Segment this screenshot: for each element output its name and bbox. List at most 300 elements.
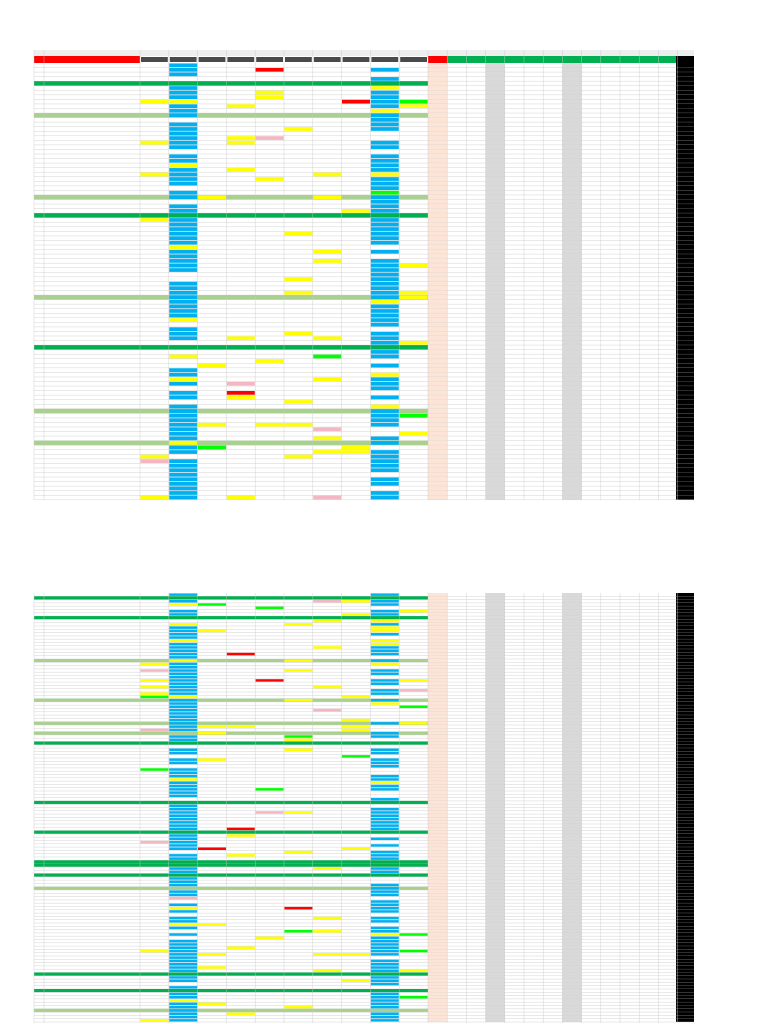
top-row-38-summary-gray-b (562, 236, 581, 241)
top-row-19-summary-gray-a (486, 149, 505, 154)
top-row-50-session-9 (400, 291, 428, 295)
bottom-row-91-total-cell (676, 893, 694, 896)
bottom-row-79-session-3 (227, 854, 255, 857)
top-row-51-session-8 (371, 295, 399, 299)
bottom-row-9-session-8 (371, 623, 399, 626)
bottom-row-23-session-0 (140, 669, 168, 672)
top-row-43-absence-cell (428, 259, 447, 264)
top-row-53-absence-cell (428, 304, 447, 309)
top-row-53-total-cell (676, 304, 694, 309)
summary-header-5 (524, 56, 543, 63)
bottom-row-70-summary-gray-b (562, 824, 581, 827)
top-row-70-session-3 (227, 382, 255, 386)
bottom-row-49-summary-gray-a (486, 755, 505, 758)
bottom-row-67-total-cell (676, 814, 694, 817)
bottom-row-55-summary-gray-a (486, 775, 505, 778)
bottom-row-0-summary-gray-b (562, 593, 581, 596)
top-row-78-summary-gray-b (562, 418, 581, 423)
top-row-95-summary-gray-a (486, 495, 505, 500)
top-row-6-total-cell (676, 90, 694, 95)
bottom-row-46-summary-gray-b (562, 745, 581, 748)
top-row-34-session-1 (169, 218, 197, 222)
top-row-95-session-1 (169, 496, 197, 500)
bottom-row-110-summary-gray-b (562, 956, 581, 959)
bottom-row-117-session-1 (169, 980, 197, 983)
top-row-19-summary-gray-b (562, 149, 581, 154)
top-row-70-summary-gray-b (562, 382, 581, 387)
bottom-row-95-summary-gray-a (486, 907, 505, 910)
top-row-71-summary-gray-b (562, 386, 581, 391)
bottom-row-65-session-8 (371, 808, 399, 811)
top-row-56-session-1 (169, 318, 197, 322)
top-row-51-absence-cell (428, 295, 447, 300)
bottom-row-44-session-5 (284, 739, 312, 742)
bottom-row-24-total-cell (676, 672, 694, 675)
top-row-22-summary-gray-a (486, 163, 505, 168)
bottom-row-0-session-1 (169, 593, 197, 596)
top-row-25-session-4 (256, 177, 284, 181)
bottom-row-11-absence-cell (428, 629, 447, 632)
top-row-79-session-4 (256, 423, 284, 427)
top-row-55-session-8 (371, 314, 399, 318)
top-row-60-session-8 (371, 336, 399, 340)
top-row-48-summary-gray-a (486, 281, 505, 286)
top-row-66-absence-cell (428, 363, 447, 368)
bottom-row-58-session-8 (371, 785, 399, 788)
bottom-row-31-summary-gray-a (486, 695, 505, 698)
top-row-60-total-cell (676, 336, 694, 341)
top-row-28-session-8 (371, 191, 399, 195)
top-row-79-session-2 (198, 423, 226, 427)
bottom-row-5-session-8 (371, 610, 399, 613)
top-row-46-summary-gray-a (486, 272, 505, 277)
bottom-row-18-session-1 (169, 653, 197, 656)
top-row-44-summary-gray-b (562, 263, 581, 268)
bottom-row-31-session-7 (342, 696, 370, 699)
bottom-row-48-summary-gray-a (486, 751, 505, 754)
bottom-row-32-total-cell (676, 699, 694, 702)
bottom-row-71-absence-cell (428, 827, 447, 830)
top-row-8-session-7 (342, 100, 370, 104)
top-row-87-absence-cell (428, 459, 447, 464)
bottom-row-8-session-8 (371, 620, 399, 623)
top-row-10-session-1 (169, 109, 197, 113)
bottom-row-122-summary-gray-b (562, 996, 581, 999)
bottom-row-38-session-1 (169, 719, 197, 722)
bottom-row-124-summary-gray-b (562, 1002, 581, 1005)
top-row-92-absence-cell (428, 482, 447, 487)
bottom-row-113-session-2 (198, 966, 226, 969)
top-row-37-total-cell (676, 231, 694, 236)
bottom-row-48-total-cell (676, 751, 694, 754)
bottom-row-111-total-cell (676, 959, 694, 962)
top-row-50-summary-gray-b (562, 291, 581, 296)
bottom-row-26-total-cell (676, 679, 694, 682)
top-row-56-absence-cell (428, 318, 447, 323)
top-row-12-summary-gray-b (562, 118, 581, 123)
bottom-row-56-total-cell (676, 778, 694, 781)
top-row-78-summary-gray-a (486, 418, 505, 423)
bottom-row-15-total-cell (676, 643, 694, 646)
bottom-row-99-total-cell (676, 920, 694, 923)
bottom-row-107-total-cell (676, 946, 694, 949)
bottom-row-116-session-8 (371, 976, 399, 979)
top-row-93-session-1 (169, 487, 197, 491)
top-row-75-absence-cell (428, 404, 447, 409)
top-row-48-session-1 (169, 282, 197, 286)
top-row-60-absence-cell (428, 336, 447, 341)
bottom-row-108-summary-gray-a (486, 949, 505, 952)
top-row-34-session-0 (140, 218, 168, 222)
top-row-3-session-8 (371, 77, 399, 81)
top-row-2-session-1 (169, 73, 197, 77)
top-row-77-summary-gray-b (562, 413, 581, 418)
bottom-row-101-absence-cell (428, 926, 447, 929)
top-row-22-session-8 (371, 164, 399, 168)
bottom-row-47-session-5 (284, 749, 312, 752)
top-row-52-summary-gray-a (486, 300, 505, 305)
top-row-22-total-cell (676, 163, 694, 168)
top-row-63-summary-gray-a (486, 350, 505, 355)
bottom-row-93-absence-cell (428, 900, 447, 903)
bottom-row-96-total-cell (676, 910, 694, 913)
bottom-row-58-absence-cell (428, 784, 447, 787)
top-row-82-summary-gray-a (486, 436, 505, 441)
bottom-row-30-summary-gray-b (562, 692, 581, 695)
top-row-83-summary-gray-b (562, 441, 581, 446)
bottom-row-20-summary-gray-b (562, 659, 581, 662)
top-row-70-absence-cell (428, 382, 447, 387)
bottom-row-108-total-cell (676, 949, 694, 952)
bottom-row-61-total-cell (676, 794, 694, 797)
top-row-88-summary-gray-b (562, 463, 581, 468)
top-row-72-summary-gray-a (486, 391, 505, 396)
bottom-row-52-total-cell (676, 765, 694, 768)
bottom-row-75-absence-cell (428, 841, 447, 844)
bottom-row-90-summary-gray-a (486, 890, 505, 893)
bottom-row-108-session-8 (371, 950, 399, 953)
bottom-row-83-total-cell (676, 867, 694, 870)
top-row-61-session-9 (400, 341, 428, 345)
bottom-row-78-total-cell (676, 850, 694, 853)
top-row-87-session-1 (169, 459, 197, 463)
top-row-61-summary-gray-b (562, 341, 581, 346)
top-row-36-summary-gray-a (486, 227, 505, 232)
bottom-row-45-absence-cell (428, 742, 447, 745)
bottom-row-25-session-1 (169, 676, 197, 679)
bottom-row-32-session-1 (169, 699, 197, 702)
top-row-62-summary-gray-a (486, 345, 505, 350)
bottom-row-129-session-0 (140, 1019, 168, 1022)
top-row-46-absence-cell (428, 272, 447, 277)
bottom-row-85-total-cell (676, 874, 694, 877)
top-row-41-summary-gray-a (486, 250, 505, 255)
bottom-row-34-session-9 (400, 706, 428, 709)
bottom-row-83-session-8 (371, 867, 399, 870)
top-row-9-session-3 (227, 104, 255, 108)
top-row-1-absence-cell (428, 68, 447, 73)
bottom-row-3-total-cell (676, 603, 694, 606)
bottom-row-12-summary-gray-a (486, 633, 505, 636)
bottom-row-40-summary-gray-b (562, 725, 581, 728)
bottom-row-46-total-cell (676, 745, 694, 748)
bottom-row-37-session-1 (169, 716, 197, 719)
top-row-60-session-6 (313, 336, 341, 340)
bottom-row-24-summary-gray-a (486, 672, 505, 675)
bottom-row-16-summary-gray-a (486, 646, 505, 649)
top-row-44-total-cell (676, 263, 694, 268)
bottom-row-103-summary-gray-a (486, 933, 505, 936)
bottom-row-26-session-4 (256, 679, 284, 682)
top-row-60-summary-gray-a (486, 336, 505, 341)
bottom-row-69-session-1 (169, 821, 197, 824)
top-row-69-summary-gray-b (562, 377, 581, 382)
bottom-row-12-session-8 (371, 633, 399, 636)
bottom-row-81-summary-gray-b (562, 860, 581, 863)
bottom-row-59-session-4 (256, 788, 284, 791)
bottom-row-69-session-8 (371, 821, 399, 824)
bottom-row-107-session-3 (227, 947, 255, 950)
bottom-row-28-summary-gray-b (562, 685, 581, 688)
bottom-row-90-session-8 (371, 890, 399, 893)
top-row-69-session-8 (371, 377, 399, 381)
bottom-row-0-absence-cell (428, 593, 447, 596)
top-row-90-total-cell (676, 473, 694, 478)
bottom-row-40-session-1 (169, 725, 197, 728)
bottom-row-114-summary-gray-b (562, 969, 581, 972)
top-row-95-session-3 (227, 496, 255, 500)
bottom-row-70-absence-cell (428, 824, 447, 827)
top-row-11-session-8 (371, 113, 399, 117)
top-row-57-absence-cell (428, 322, 447, 327)
bottom-row-72-total-cell (676, 831, 694, 834)
top-row-1-session-8 (371, 68, 399, 72)
top-row-94-session-8 (371, 491, 399, 495)
bottom-row-4-absence-cell (428, 606, 447, 609)
top-row-85-session-8 (371, 450, 399, 454)
bottom-row-65-summary-gray-b (562, 808, 581, 811)
bottom-row-73-session-1 (169, 834, 197, 837)
top-row-77-session-9 (400, 414, 428, 418)
bottom-row-58-summary-gray-b (562, 784, 581, 787)
bottom-row-18-session-8 (371, 653, 399, 656)
top-row-68-session-8 (371, 373, 399, 377)
top-row-11-total-cell (676, 113, 694, 118)
top-row-45-session-1 (169, 268, 197, 272)
top-row-38-absence-cell (428, 236, 447, 241)
bottom-row-89-total-cell (676, 887, 694, 890)
session-header-2 (199, 57, 226, 62)
top-row-89-session-8 (371, 468, 399, 472)
bottom-row-90-summary-gray-b (562, 890, 581, 893)
bottom-row-97-summary-gray-a (486, 913, 505, 916)
top-row-94-total-cell (676, 491, 694, 496)
top-row-13-summary-gray-a (486, 122, 505, 127)
top-row-87-session-0 (140, 459, 168, 463)
bottom-row-77-session-7 (342, 848, 370, 851)
bottom-row-53-session-0 (140, 768, 168, 771)
top-row-82-absence-cell (428, 436, 447, 441)
top-row-29-session-8 (371, 195, 399, 199)
top-row-78-session-8 (371, 418, 399, 422)
bottom-row-16-total-cell (676, 646, 694, 649)
bottom-row-41-summary-gray-a (486, 728, 505, 731)
top-row-2-total-cell (676, 72, 694, 77)
bottom-row-109-session-7 (342, 953, 370, 956)
bottom-row-102-summary-gray-a (486, 930, 505, 933)
bottom-row-60-session-1 (169, 791, 197, 794)
top-row-81-total-cell (676, 432, 694, 437)
bottom-row-14-total-cell (676, 639, 694, 642)
bottom-row-92-summary-gray-a (486, 897, 505, 900)
bottom-row-84-total-cell (676, 870, 694, 873)
bottom-row-117-summary-gray-b (562, 979, 581, 982)
top-row-75-total-cell (676, 404, 694, 409)
bottom-row-39-session-9 (400, 722, 428, 725)
bottom-row-112-summary-gray-b (562, 963, 581, 966)
bottom-row-22-summary-gray-a (486, 666, 505, 669)
bottom-row-25-summary-gray-a (486, 676, 505, 679)
bottom-row-57-summary-gray-a (486, 781, 505, 784)
top-row-28-summary-gray-b (562, 190, 581, 195)
top-row-31-absence-cell (428, 204, 447, 209)
bottom-row-78-absence-cell (428, 850, 447, 853)
top-row-73-absence-cell (428, 395, 447, 400)
top-row-86-summary-gray-b (562, 454, 581, 459)
top-row-31-summary-gray-a (486, 204, 505, 209)
bottom-row-105-summary-gray-a (486, 940, 505, 943)
bottom-row-7-band (34, 616, 428, 619)
bottom-row-24-summary-gray-b (562, 672, 581, 675)
bottom-row-122-total-cell (676, 996, 694, 999)
bottom-row-14-session-1 (169, 640, 197, 643)
top-row-85-summary-gray-a (486, 450, 505, 455)
bottom-row-47-summary-gray-a (486, 748, 505, 751)
top-row-5-total-cell (676, 86, 694, 91)
bottom-row-34-summary-gray-b (562, 705, 581, 708)
top-row-51-session-9 (400, 295, 428, 299)
bottom-row-108-absence-cell (428, 949, 447, 952)
bottom-row-94-session-8 (371, 904, 399, 907)
session-header-9 (400, 57, 427, 62)
top-row-49-summary-gray-a (486, 286, 505, 291)
bottom-row-88-total-cell (676, 883, 694, 886)
top-row-58-summary-gray-a (486, 327, 505, 332)
session-header-6 (314, 57, 341, 62)
bottom-row-46-absence-cell (428, 745, 447, 748)
top-row-24-session-6 (313, 173, 341, 177)
bottom-row-89-summary-gray-a (486, 887, 505, 890)
bottom-row-75-summary-gray-b (562, 841, 581, 844)
bottom-row-38-session-7 (342, 719, 370, 722)
top-row-55-summary-gray-b (562, 313, 581, 318)
bottom-row-53-summary-gray-a (486, 768, 505, 771)
bottom-row-16-session-8 (371, 646, 399, 649)
top-row-25-session-1 (169, 177, 197, 181)
top-row-5-session-1 (169, 86, 197, 90)
top-row-70-summary-gray-a (486, 382, 505, 387)
session-header-5 (285, 57, 312, 62)
bottom-row-24-session-8 (371, 673, 399, 676)
top-row-23-session-1 (169, 168, 197, 172)
bottom-row-30-session-8 (371, 692, 399, 695)
bottom-row-63-total-cell (676, 801, 694, 804)
header-top-strip (34, 50, 694, 56)
top-row-91-total-cell (676, 477, 694, 482)
bottom-row-59-summary-gray-b (562, 788, 581, 791)
session-header-0 (141, 57, 168, 62)
top-row-26-summary-gray-b (562, 181, 581, 186)
top-row-16-absence-cell (428, 136, 447, 141)
top-row-55-summary-gray-a (486, 313, 505, 318)
session-header-8 (371, 57, 398, 62)
bottom-row-120-summary-gray-a (486, 989, 505, 992)
bottom-row-42-band (34, 732, 428, 735)
bottom-row-2-session-7 (342, 600, 370, 603)
top-row-75-summary-gray-b (562, 404, 581, 409)
bottom-row-116-summary-gray-b (562, 976, 581, 979)
bottom-row-72-absence-cell (428, 831, 447, 834)
top-row-52-session-1 (169, 300, 197, 304)
bottom-row-25-absence-cell (428, 676, 447, 679)
top-row-91-absence-cell (428, 477, 447, 482)
bottom-row-64-total-cell (676, 804, 694, 807)
top-row-15-absence-cell (428, 131, 447, 136)
top-row-47-absence-cell (428, 277, 447, 282)
bottom-row-92-absence-cell (428, 897, 447, 900)
top-row-29-total-cell (676, 195, 694, 200)
bottom-row-30-summary-gray-a (486, 692, 505, 695)
bottom-row-122-session-8 (371, 996, 399, 999)
bottom-row-110-summary-gray-a (486, 956, 505, 959)
bottom-row-54-summary-gray-a (486, 771, 505, 774)
top-row-25-summary-gray-a (486, 177, 505, 182)
summary-header-8 (582, 56, 601, 63)
top-row-21-absence-cell (428, 159, 447, 164)
bottom-row-100-total-cell (676, 923, 694, 926)
top-row-3-summary-gray-b (562, 77, 581, 82)
top-row-34-absence-cell (428, 218, 447, 223)
top-row-7-session-1 (169, 95, 197, 99)
top-row-17-session-8 (371, 141, 399, 145)
top-row-58-session-1 (169, 327, 197, 331)
bottom-row-109-session-6 (313, 953, 341, 956)
bottom-row-3-summary-gray-a (486, 603, 505, 606)
bottom-row-47-summary-gray-b (562, 748, 581, 751)
bottom-row-87-summary-gray-b (562, 880, 581, 883)
bottom-row-7-absence-cell (428, 616, 447, 619)
top-row-27-session-8 (371, 186, 399, 190)
top-row-10-total-cell (676, 109, 694, 114)
bottom-row-29-session-1 (169, 689, 197, 692)
top-row-78-total-cell (676, 418, 694, 423)
bottom-row-51-summary-gray-b (562, 761, 581, 764)
bottom-row-65-total-cell (676, 808, 694, 811)
bottom-row-70-session-8 (371, 824, 399, 827)
bottom-row-118-session-8 (371, 983, 399, 986)
top-row-19-absence-cell (428, 149, 447, 154)
top-row-63-total-cell (676, 350, 694, 355)
top-row-6-session-1 (169, 91, 197, 95)
top-row-43-session-6 (313, 259, 341, 263)
bottom-row-98-summary-gray-b (562, 916, 581, 919)
bottom-row-22-summary-gray-b (562, 666, 581, 669)
bottom-row-58-total-cell (676, 784, 694, 787)
bottom-row-14-summary-gray-a (486, 639, 505, 642)
bottom-row-103-summary-gray-b (562, 933, 581, 936)
bottom-row-10-summary-gray-b (562, 626, 581, 629)
top-row-80-session-6 (313, 427, 341, 431)
